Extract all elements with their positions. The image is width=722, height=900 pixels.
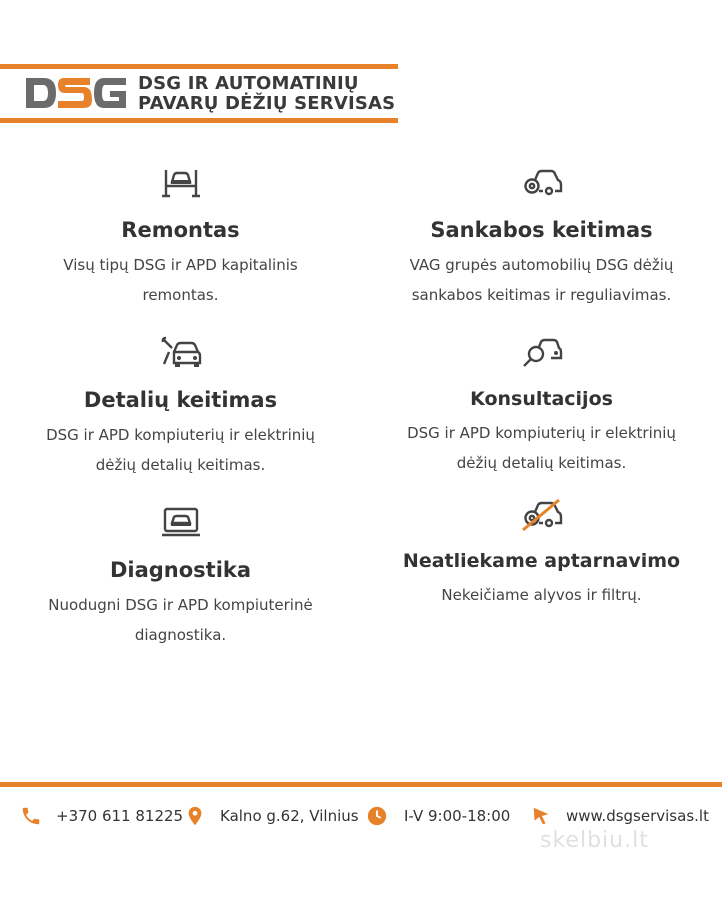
- car-search-icon: [521, 336, 563, 370]
- service-description: Nuodugni DSG ir APD kompiuterinė diagnostika.: [48, 596, 313, 644]
- car-gear-icon: [521, 166, 563, 200]
- car-lift-icon: [160, 166, 202, 200]
- phone-icon: [20, 805, 42, 827]
- footer-line: [0, 782, 722, 787]
- service-title: Konsultacijos: [470, 388, 613, 410]
- footer-website-text: www.dsgservisas.lt: [566, 807, 709, 825]
- laptop-car-icon: [160, 506, 202, 540]
- cursor-icon: [530, 805, 552, 827]
- service-description: DSG ir APD kompiuterių ir elektrinių dėžių detalių keitimas.: [407, 424, 676, 472]
- service-description: Visų tipų DSG ir APD kapitalinis remontas.: [63, 256, 298, 304]
- footer-phone-text: +370 611 81225: [56, 807, 184, 825]
- service-diagnostika: [0, 506, 361, 650]
- header-title-line2: PAVARŲ DĖŽIŲ SERVISAS: [138, 93, 396, 114]
- service-title: Sankabos keitimas: [430, 218, 653, 242]
- header-bottom-line: [0, 118, 398, 123]
- service-neatliekame-aptarnavimo: [361, 498, 722, 610]
- location-pin-icon: [184, 805, 206, 827]
- watermark: skelbiu.lt: [540, 828, 649, 853]
- service-konsultacijos: [361, 336, 722, 478]
- footer-phone[interactable]: [20, 800, 183, 832]
- dsg-logo: [24, 74, 128, 112]
- service-description: DSG ir APD kompiuterių ir elektrinių dėžių detalių keitimas.: [46, 426, 315, 474]
- footer-hours: [366, 800, 510, 832]
- service-detaliu-keitimas: [0, 336, 361, 480]
- footer-address: [184, 800, 359, 832]
- footer-hours-text: I-V 9:00-18:00: [404, 807, 511, 825]
- footer-address-text: Kalno g.62, Vilnius: [220, 807, 359, 825]
- service-title: Remontas: [121, 218, 240, 242]
- service-description: Nekeičiame alyvos ir filtrų.: [441, 586, 642, 604]
- service-title: Diagnostika: [109, 558, 252, 582]
- service-description: VAG grupės automobilių DSG dėžių sankabos keitimas ir reguliavimas.: [409, 256, 674, 304]
- header-title: [138, 74, 395, 114]
- header-title-line1: DSG IR AUTOMATINIŲ: [138, 73, 359, 94]
- service-title: Neatliekame aptarnavimo: [402, 550, 681, 572]
- header-top-line: [0, 64, 398, 69]
- car-wrench-icon: [160, 336, 202, 370]
- car-crossed-icon: [521, 498, 563, 532]
- service-remontas: [0, 166, 361, 310]
- clock-icon: [366, 805, 388, 827]
- service-sankabos-keitimas: [361, 166, 722, 310]
- service-title: Detalių keitimas: [83, 388, 278, 412]
